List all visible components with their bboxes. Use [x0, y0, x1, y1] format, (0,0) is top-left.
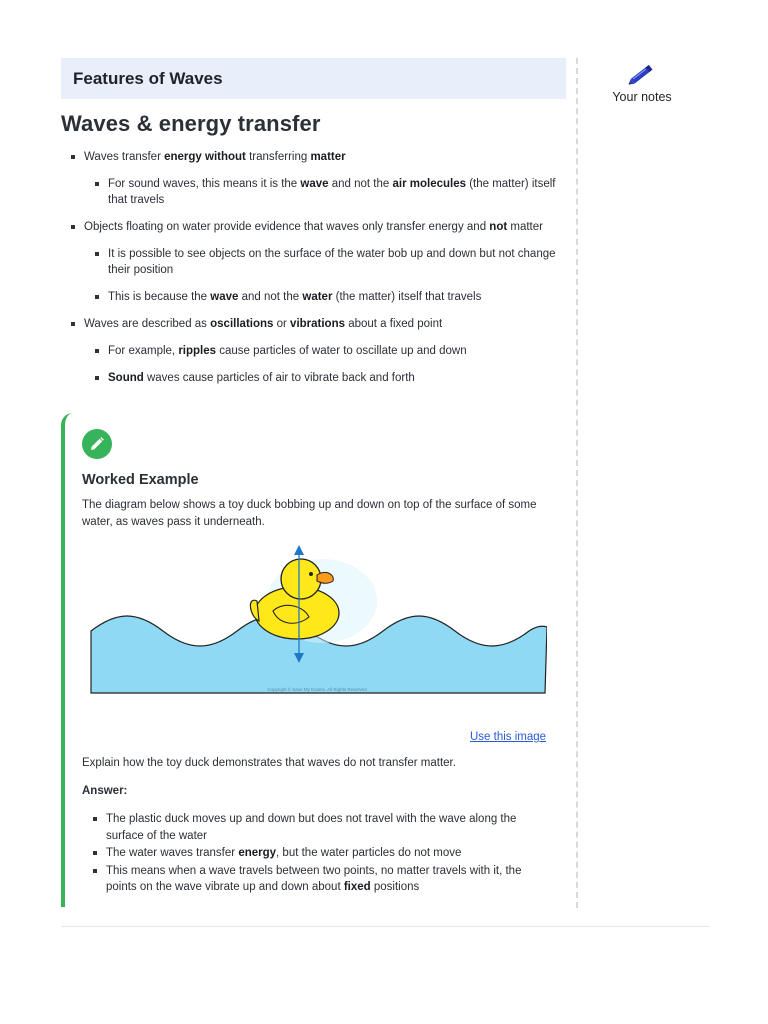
bold-term: air molecules	[392, 178, 466, 190]
worked-example-box	[61, 413, 551, 907]
sub-bullet-item	[84, 246, 566, 278]
section-banner	[61, 58, 566, 99]
text-segment: The water waves transfer	[106, 847, 239, 859]
text-segment: and not the	[328, 178, 393, 190]
bold-term: vibrations	[290, 318, 346, 330]
answer-label: Answer:	[82, 785, 128, 797]
bold-term: ripples	[178, 345, 217, 357]
bold-term: fixed	[343, 881, 371, 893]
answer-item	[82, 863, 542, 896]
your-notes-label: Your notes	[612, 90, 672, 104]
text-segment: (the matter) itself that travels	[108, 178, 556, 206]
text-segment: (the matter) itself that travels	[332, 291, 482, 303]
sub-bullet-item	[84, 343, 566, 359]
text-segment: The plastic duck moves up and down but does not travel with the wave along the surface of the water	[106, 813, 517, 842]
bold-term: energy without	[164, 151, 246, 163]
question-text: Explain how the toy duck demonstrates that waves do not transfer matter.	[82, 757, 456, 769]
bold-term: oscillations	[210, 318, 274, 330]
key-points-list	[61, 149, 566, 386]
text-segment: , but the water particles do not move	[276, 847, 462, 859]
text-segment: waves cause particles of air to vibrate back and forth	[143, 372, 415, 384]
worked-example-intro: The diagram below shows a toy duck bobbing up and down on top of the surface of some water, as waves pass it underneath.	[82, 499, 537, 528]
your-notes-panel[interactable]	[604, 60, 680, 104]
text-segment: about a fixed point	[345, 318, 443, 330]
bold-term: wave	[300, 178, 329, 190]
text-segment: This means when a wave travels between two points, no matter travels with it, the points on the wave vibrate up and down about	[106, 864, 522, 893]
diagram-copyright: Copyright © Save My Exams. All Rights Reserved	[267, 687, 367, 692]
sub-bullet-list	[84, 176, 566, 208]
worked-example-title: Worked Example	[82, 472, 199, 488]
bullet-item	[61, 219, 566, 305]
text-segment: Waves transfer	[84, 151, 165, 163]
notes-divider	[576, 58, 578, 908]
text-segment: transferring	[245, 151, 311, 163]
duck-wave-diagram	[87, 541, 547, 701]
section-title: Features of Waves	[73, 69, 223, 88]
bold-term: matter	[310, 151, 346, 163]
bold-term: not	[489, 221, 508, 233]
main-content	[61, 58, 566, 397]
sub-bullet-item	[84, 176, 566, 208]
bold-term: energy	[238, 847, 277, 859]
text-segment: This is because the	[108, 291, 211, 303]
answer-item	[82, 845, 542, 862]
bold-term: Sound	[108, 372, 144, 384]
pen-icon	[622, 60, 662, 88]
text-segment: For example,	[108, 345, 179, 357]
sub-bullet-list	[84, 343, 566, 386]
page-bottom-divider	[61, 926, 709, 927]
text-segment: It is possible to see objects on the surface of the water bob up and down but not change their position	[108, 248, 556, 276]
text-segment: and not the	[238, 291, 303, 303]
pencil-icon	[82, 429, 112, 459]
bullet-item	[61, 149, 566, 208]
bold-term: water	[302, 291, 333, 303]
page-title: Waves & energy transfer	[61, 111, 321, 136]
sub-bullet-item	[84, 289, 566, 305]
use-this-image-link[interactable]: Use this image	[470, 731, 547, 743]
text-segment: cause particles of water to oscillate up and down	[216, 345, 467, 357]
text-segment: For sound waves, this means it is the	[108, 178, 301, 190]
answer-list	[82, 811, 542, 897]
text-segment: matter	[507, 221, 543, 233]
bold-term: wave	[210, 291, 239, 303]
answer-item	[82, 811, 542, 844]
text-segment: Objects floating on water provide evidence that waves only transfer energy and	[84, 221, 490, 233]
bullet-item	[61, 316, 566, 386]
text-segment: positions	[370, 881, 420, 893]
text-segment: Waves are described as	[84, 318, 211, 330]
sub-bullet-list	[84, 246, 566, 305]
sub-bullet-item	[84, 370, 566, 386]
text-segment: or	[273, 318, 291, 330]
